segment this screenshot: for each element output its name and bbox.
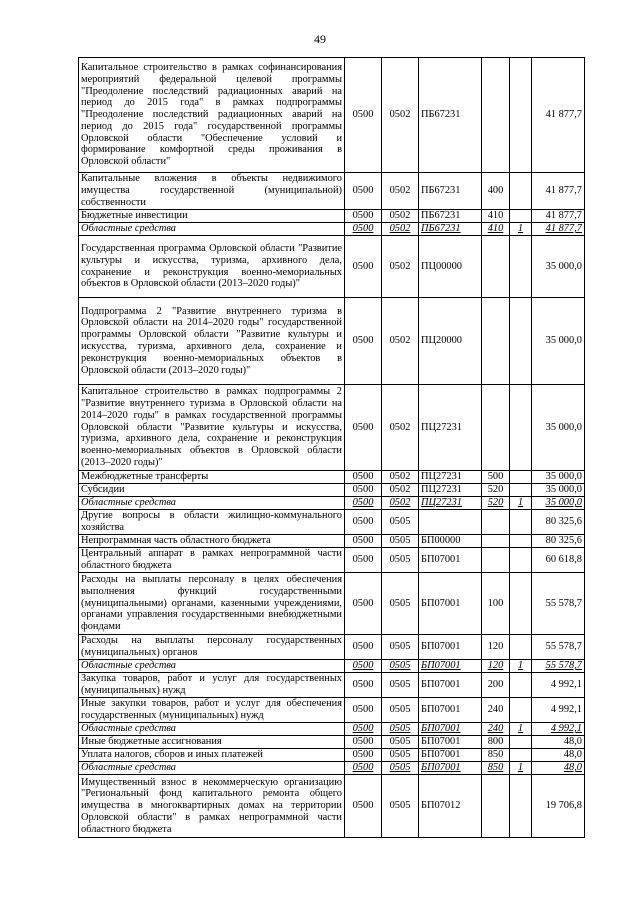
table-cell-section: 0500 — [345, 698, 382, 723]
table-cell-name: Субсидии — [79, 484, 345, 497]
table-cell-section: 0500 — [345, 497, 382, 510]
table-cell-funding-source: 1 — [510, 223, 532, 236]
table-cell-expense-type: 400 — [482, 173, 510, 210]
table-cell-funding-source — [510, 510, 532, 535]
table-row — [79, 635, 585, 660]
table-cell-target-article — [419, 510, 482, 535]
table-cell-name: Центральный аппарат в рамках непрограммной части областного бюджета — [79, 548, 345, 573]
table-cell-subsection: 0505 — [382, 510, 419, 535]
table-cell-subsection: 0502 — [382, 497, 419, 510]
table-cell-amount: 80 325,6 — [532, 510, 585, 535]
table-cell-funding-source — [510, 573, 532, 635]
table-cell-amount: 35 000,0 — [532, 298, 585, 385]
table-cell-section: 0500 — [345, 471, 382, 484]
table-cell-name: Областные средства — [79, 660, 345, 673]
table-cell-name: Бюджетные инвестиции — [79, 210, 345, 223]
table-cell-subsection: 0505 — [382, 673, 419, 698]
table-cell-funding-source — [510, 736, 532, 749]
table-cell-section: 0500 — [345, 210, 382, 223]
table-cell-target-article: ПЦ27231 — [419, 497, 482, 510]
table-cell-target-article: ПБ67231 — [419, 173, 482, 210]
table-cell-subsection: 0502 — [382, 385, 419, 471]
table-row — [79, 749, 585, 762]
table-cell-target-article: БП07001 — [419, 660, 482, 673]
table-cell-subsection: 0505 — [382, 573, 419, 635]
table-cell-amount: 55 578,7 — [532, 573, 585, 635]
table-cell-amount: 80 325,6 — [532, 535, 585, 548]
table-cell-expense-type: 850 — [482, 762, 510, 775]
table-cell-subsection: 0502 — [382, 173, 419, 210]
table-cell-expense-type — [482, 385, 510, 471]
table-cell-funding-source — [510, 471, 532, 484]
table-cell-target-article: БП07001 — [419, 548, 482, 573]
table-cell-funding-source — [510, 58, 532, 173]
table-cell-target-article: ПБ67231 — [419, 210, 482, 223]
table-cell-name: Капитальное строительство в рамках софинансирования мероприятий федеральной целевой программы "Преодоление последствий радиационных аварий на период до 2015 года" в рамках подпрограммы "Преодоление последствий радиационных аварий на период до 2015 года" государственной программы Орловской области "Обеспечение условий и формирование комфортной среды проживания в Орловской области" — [79, 58, 345, 173]
table-cell-target-article: БП07001 — [419, 573, 482, 635]
table-row — [79, 762, 585, 775]
table-cell-funding-source: 1 — [510, 762, 532, 775]
table-cell-amount: 41 877,7 — [532, 210, 585, 223]
table-cell-section: 0500 — [345, 775, 382, 838]
table-cell-target-article: БП07012 — [419, 775, 482, 838]
table-cell-expense-type — [482, 236, 510, 298]
table-cell-amount: 41 877,7 — [532, 58, 585, 173]
table-cell-target-article: ПЦ00000 — [419, 236, 482, 298]
table-cell-name: Капитальное строительство в рамках подпрограммы 2 "Развитие внутреннего туризма в Орловской области на 2014–2020 годы" в рамках государственной программы Орловской области "Развитие культуры и искусства, туризма, архивного дела, сохранение и реконструкция военно-мемориальных объектов в Орловской области (2013–2020 годы)" — [79, 385, 345, 471]
table-cell-funding-source — [510, 484, 532, 497]
table-cell-subsection: 0505 — [382, 535, 419, 548]
table-cell-amount: 41 877,7 — [532, 223, 585, 236]
table-row — [79, 497, 585, 510]
table-cell-funding-source — [510, 236, 532, 298]
table-cell-target-article: ПБ67231 — [419, 223, 482, 236]
table-cell-funding-source: 1 — [510, 723, 532, 736]
table-cell-amount: 41 877,7 — [532, 173, 585, 210]
table-cell-expense-type: 240 — [482, 698, 510, 723]
table-cell-expense-type — [482, 510, 510, 535]
table-cell-section: 0500 — [345, 535, 382, 548]
table-row — [79, 236, 585, 298]
table-cell-amount: 55 578,7 — [532, 660, 585, 673]
table-cell-expense-type — [482, 548, 510, 573]
table-cell-name: Расходы на выплаты персоналу государственных (муниципальных) органов — [79, 635, 345, 660]
table-cell-name: Закупка товаров, работ и услуг для государственных (муниципальных) нужд — [79, 673, 345, 698]
table-cell-funding-source: 1 — [510, 497, 532, 510]
table-row — [79, 484, 585, 497]
table-cell-amount: 48,0 — [532, 749, 585, 762]
table-cell-subsection: 0505 — [382, 775, 419, 838]
page-number: 49 — [314, 32, 326, 46]
table-cell-section: 0500 — [345, 548, 382, 573]
table-cell-subsection: 0505 — [382, 548, 419, 573]
table-cell-funding-source — [510, 749, 532, 762]
table-cell-name: Расходы на выплаты персоналу в целях обеспечения выполнения функций государственными (муниципальными) органами, казенными учреждениями, органами управления государственными внебюджетными фондами — [79, 573, 345, 635]
table-cell-expense-type — [482, 775, 510, 838]
table-cell-section: 0500 — [345, 762, 382, 775]
table-cell-subsection: 0502 — [382, 210, 419, 223]
table-cell-name: Областные средства — [79, 497, 345, 510]
table-cell-funding-source — [510, 385, 532, 471]
table-row — [79, 573, 585, 635]
table-row — [79, 385, 585, 471]
table-cell-name: Государственная программа Орловской области "Развитие культуры и искусства, туризма, архивного дела, сохранение и реконструкция военно-мемориальных объектов в Орловской области (2013–2020 годы)" — [79, 236, 345, 298]
table-cell-funding-source — [510, 210, 532, 223]
table-cell-expense-type — [482, 298, 510, 385]
table-cell-amount: 48,0 — [532, 736, 585, 749]
table-cell-funding-source — [510, 548, 532, 573]
table-cell-section: 0500 — [345, 298, 382, 385]
table-cell-expense-type: 500 — [482, 471, 510, 484]
table-cell-expense-type — [482, 535, 510, 548]
table-cell-amount: 35 000,0 — [532, 385, 585, 471]
table-cell-section: 0500 — [345, 236, 382, 298]
table-cell-funding-source — [510, 635, 532, 660]
table-cell-section: 0500 — [345, 573, 382, 635]
table-cell-expense-type: 240 — [482, 723, 510, 736]
table-cell-subsection: 0505 — [382, 736, 419, 749]
table-cell-name: Иные бюджетные ассигнования — [79, 736, 345, 749]
table-cell-expense-type — [482, 58, 510, 173]
table-row — [79, 723, 585, 736]
table-cell-target-article: БП07001 — [419, 698, 482, 723]
table-row — [79, 58, 585, 173]
table-cell-target-article: БП07001 — [419, 673, 482, 698]
table-row — [79, 173, 585, 210]
table-cell-target-article: БП07001 — [419, 736, 482, 749]
table-cell-expense-type: 800 — [482, 736, 510, 749]
table-cell-expense-type: 120 — [482, 660, 510, 673]
table-cell-subsection: 0502 — [382, 58, 419, 173]
table-row — [79, 736, 585, 749]
table-cell-expense-type: 520 — [482, 484, 510, 497]
table-cell-subsection: 0505 — [382, 723, 419, 736]
table-cell-section: 0500 — [345, 736, 382, 749]
table-cell-amount: 4 992,1 — [532, 673, 585, 698]
table-cell-name: Межбюджетные трансферты — [79, 471, 345, 484]
table-cell-subsection: 0505 — [382, 749, 419, 762]
table-cell-funding-source — [510, 775, 532, 838]
table-cell-amount: 4 992,1 — [532, 723, 585, 736]
table-cell-section: 0500 — [345, 484, 382, 497]
table-cell-target-article: БП00000 — [419, 535, 482, 548]
table-cell-section: 0500 — [345, 749, 382, 762]
table-row — [79, 471, 585, 484]
table-cell-target-article: БП07001 — [419, 749, 482, 762]
table-cell-expense-type: 200 — [482, 673, 510, 698]
table-cell-target-article: БП07001 — [419, 635, 482, 660]
table-row — [79, 775, 585, 838]
table-row — [79, 660, 585, 673]
table-cell-section: 0500 — [345, 635, 382, 660]
table-cell-expense-type: 410 — [482, 210, 510, 223]
table-cell-name: Иные закупки товаров, работ и услуг для обеспечения государственных (муниципальных) нужд — [79, 698, 345, 723]
table-cell-name: Капитальные вложения в объекты недвижимого имущества государственной (муниципальной) собственности — [79, 173, 345, 210]
table-cell-amount: 60 618,8 — [532, 548, 585, 573]
table-cell-amount: 35 000,0 — [532, 471, 585, 484]
table-cell-target-article: ПЦ27231 — [419, 385, 482, 471]
table-cell-funding-source — [510, 673, 532, 698]
table-cell-subsection: 0505 — [382, 635, 419, 660]
table-cell-expense-type: 850 — [482, 749, 510, 762]
table-cell-name: Областные средства — [79, 723, 345, 736]
table-row — [79, 673, 585, 698]
table-cell-name: Непрограммная часть областного бюджета — [79, 535, 345, 548]
table-cell-target-article: ПБ67231 — [419, 58, 482, 173]
table-cell-section: 0500 — [345, 385, 382, 471]
table-cell-name: Подпрограмма 2 "Развитие внутреннего туризма в Орловской области на 2014–2020 годы" государственной программы Орловской области "Развитие культуры и искусства, туризма, архивного дела, сохранение и реконструкция военно-мемориальных объектов в Орловской области (2013–2020 годы)" — [79, 298, 345, 385]
table-cell-name: Областные средства — [79, 762, 345, 775]
table-row — [79, 535, 585, 548]
table-cell-target-article: ПЦ27231 — [419, 484, 482, 497]
table-cell-subsection: 0502 — [382, 223, 419, 236]
table-cell-subsection: 0502 — [382, 236, 419, 298]
table-cell-expense-type: 120 — [482, 635, 510, 660]
table-cell-funding-source — [510, 298, 532, 385]
table-cell-target-article: ПЦ27231 — [419, 471, 482, 484]
table-cell-amount: 19 706,8 — [532, 775, 585, 838]
table-row — [79, 698, 585, 723]
table-cell-section: 0500 — [345, 723, 382, 736]
table-cell-section: 0500 — [345, 58, 382, 173]
table-cell-subsection: 0502 — [382, 471, 419, 484]
table-cell-target-article: БП07001 — [419, 723, 482, 736]
table-cell-name: Имущественный взнос в некоммерческую организацию "Региональный фонд капитального ремонта общего имущества в многоквартирных домах на территории Орловской области" в рамках непрограммной части областного бюджета — [79, 775, 345, 838]
table-cell-name: Уплата налогов, сборов и иных платежей — [79, 749, 345, 762]
table-cell-name: Другие вопросы в области жилищно-коммунального хозяйства — [79, 510, 345, 535]
table-cell-amount: 35 000,0 — [532, 236, 585, 298]
table-cell-target-article: ПЦ20000 — [419, 298, 482, 385]
table-cell-amount: 35 000,0 — [532, 497, 585, 510]
table-cell-subsection: 0505 — [382, 698, 419, 723]
table-cell-subsection: 0505 — [382, 660, 419, 673]
table-cell-subsection: 0505 — [382, 762, 419, 775]
table-cell-funding-source — [510, 698, 532, 723]
table-cell-name: Областные средства — [79, 223, 345, 236]
table-cell-section: 0500 — [345, 223, 382, 236]
table-cell-amount: 55 578,7 — [532, 635, 585, 660]
table-row — [79, 548, 585, 573]
table-cell-target-article: БП07001 — [419, 762, 482, 775]
table-cell-section: 0500 — [345, 173, 382, 210]
table-cell-amount: 4 992,1 — [532, 698, 585, 723]
table-cell-section: 0500 — [345, 510, 382, 535]
table-row — [79, 210, 585, 223]
table-row — [79, 510, 585, 535]
table-cell-expense-type: 100 — [482, 573, 510, 635]
table-cell-expense-type: 410 — [482, 223, 510, 236]
table-cell-funding-source: 1 — [510, 660, 532, 673]
table-cell-section: 0500 — [345, 673, 382, 698]
table-cell-amount: 35 000,0 — [532, 484, 585, 497]
table-cell-funding-source — [510, 535, 532, 548]
table-row — [79, 298, 585, 385]
table-cell-subsection: 0502 — [382, 298, 419, 385]
budget-table — [78, 57, 585, 838]
table-cell-subsection: 0502 — [382, 484, 419, 497]
table-row — [79, 223, 585, 236]
table-cell-section: 0500 — [345, 660, 382, 673]
table-cell-funding-source — [510, 173, 532, 210]
table-cell-expense-type: 520 — [482, 497, 510, 510]
table-cell-amount: 48,0 — [532, 762, 585, 775]
